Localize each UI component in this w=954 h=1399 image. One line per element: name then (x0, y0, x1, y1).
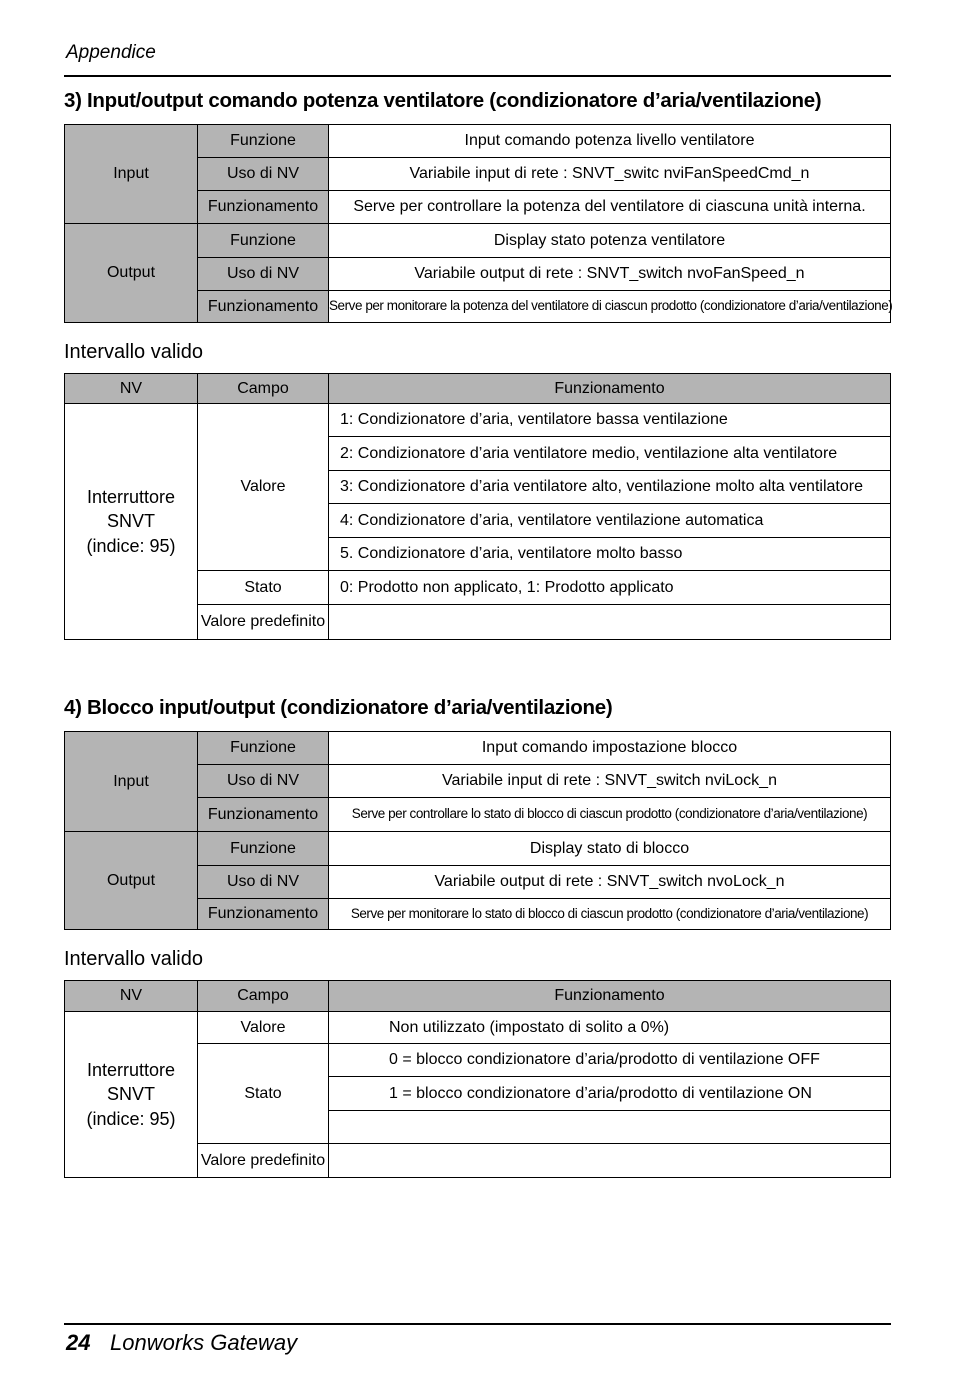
default-label: Valore predefinito (198, 605, 329, 640)
running-header: Appendice (66, 42, 156, 63)
table-header-row (65, 981, 891, 1012)
table-row (65, 1012, 891, 1044)
section-3-range-table (64, 373, 891, 640)
row-value: Input comando impostazione blocco (329, 732, 891, 765)
row-key: Funzione (198, 732, 329, 765)
row-value: Variabile output di rete : SNVT_switch nvoLock_n (329, 866, 891, 899)
stato-option: 1 = blocco condizionatore d’aria/prodotto di ventilazione ON (329, 1077, 891, 1111)
input-group-label: Input (65, 125, 198, 224)
nv-name-line: Interruttore (86, 487, 176, 508)
row-key: Funzione (198, 832, 329, 866)
valore-value: Non utilizzato (impostato di solito a 0%) (329, 1012, 891, 1044)
nv-name-cell (65, 1012, 198, 1178)
table-row (65, 404, 891, 437)
nv-name-line: (indice: 95) (86, 1108, 176, 1129)
valore-label: Valore (198, 1012, 329, 1044)
header-nv: NV (65, 374, 198, 404)
section-4-title: 4) Blocco input/output (condizionatore d’aria/ventilazione) (64, 696, 613, 719)
nv-name-line: (indice: 95) (86, 535, 176, 556)
valore-label: Valore (198, 404, 329, 571)
row-key: Funzionamento (198, 291, 329, 323)
stato-option (329, 1111, 891, 1144)
table-row (65, 732, 891, 765)
row-key: Funzionamento (198, 798, 329, 832)
section-4-range-title: Intervallo valido (64, 948, 203, 970)
nv-name-line: SNVT (106, 511, 155, 532)
row-key: Funzione (198, 224, 329, 258)
header-nv: NV (65, 981, 198, 1012)
table-header-row (65, 374, 891, 404)
row-value: Input comando potenza livello ventilatore (329, 125, 891, 158)
row-key: Uso di NV (198, 765, 329, 798)
row-key: Funzionamento (198, 899, 329, 930)
default-label: Valore predefinito (198, 1144, 329, 1178)
section-3-range-title: Intervallo valido (64, 341, 203, 363)
section-3-io-table (64, 124, 891, 323)
header-rule (64, 75, 891, 77)
default-value (329, 605, 891, 640)
stato-value: 0: Prodotto non applicato, 1: Prodotto applicato (329, 571, 891, 605)
page-number: 24 (66, 1330, 91, 1355)
valore-option: 3: Condizionatore d’aria ventilatore alto, ventilazione molto alta ventilatore (329, 471, 891, 504)
nv-name-line: SNVT (106, 1084, 155, 1105)
table-row (65, 224, 891, 258)
row-key: Uso di NV (198, 258, 329, 291)
section-4-range-table (64, 980, 891, 1178)
table-row (65, 832, 891, 866)
footer-rule (64, 1323, 891, 1325)
row-value: Serve per controllare lo stato di blocco di ciascun prodotto (condizionatore d’aria/ventilazione) (329, 798, 891, 832)
header-funzionamento: Funzionamento (329, 981, 891, 1012)
section-4-io-table (64, 731, 891, 930)
row-value: Variabile input di rete : SNVT_switch nviLock_n (329, 765, 891, 798)
stato-label: Stato (198, 571, 329, 605)
header-funzionamento: Funzionamento (329, 374, 891, 404)
table-row (65, 125, 891, 158)
footer-doc-title: Lonworks Gateway (110, 1330, 298, 1355)
nv-name-cell (65, 404, 198, 640)
row-key: Funzione (198, 125, 329, 158)
row-value: Variabile input di rete : SNVT_switc nviFanSpeedCmd_n (329, 158, 891, 191)
row-key: Uso di NV (198, 866, 329, 899)
row-key: Funzionamento (198, 191, 329, 224)
valore-option: 4: Condizionatore d’aria, ventilatore ventilazione automatica (329, 504, 891, 538)
default-value (329, 1144, 891, 1178)
valore-option: 1: Condizionatore d’aria, ventilatore bassa ventilazione (329, 404, 891, 437)
row-value: Display stato di blocco (329, 832, 891, 866)
output-group-label: Output (65, 224, 198, 323)
stato-option: 0 = blocco condizionatore d’aria/prodotto di ventilazione OFF (329, 1044, 891, 1077)
row-value: Serve per monitorare lo stato di blocco di ciascun prodotto (condizionatore d’aria/ventilazione) (329, 899, 891, 930)
section-3-title: 3) Input/output comando potenza ventilatore (condizionatore d’aria/ventilazione) (64, 89, 822, 112)
row-value: Display stato potenza ventilatore (329, 224, 891, 258)
input-group-label: Input (65, 732, 198, 832)
nv-name-line: Interruttore (86, 1060, 176, 1081)
valore-option: 2: Condizionatore d’aria ventilatore medio, ventilazione alta ventilatore (329, 437, 891, 471)
row-key: Uso di NV (198, 158, 329, 191)
valore-option: 5. Condizionatore d’aria, ventilatore molto basso (329, 538, 891, 571)
row-value: Serve per monitorare la potenza del ventilatore di ciascun prodotto (condizionatore d’aria/ventilazione) (329, 291, 891, 323)
header-campo: Campo (198, 981, 329, 1012)
row-value: Variabile output di rete : SNVT_switch nvoFanSpeed_n (329, 258, 891, 291)
stato-label: Stato (198, 1044, 329, 1144)
header-campo: Campo (198, 374, 329, 404)
row-value: Serve per controllare la potenza del ventilatore di ciascuna unità interna. (329, 191, 891, 224)
output-group-label: Output (65, 832, 198, 930)
